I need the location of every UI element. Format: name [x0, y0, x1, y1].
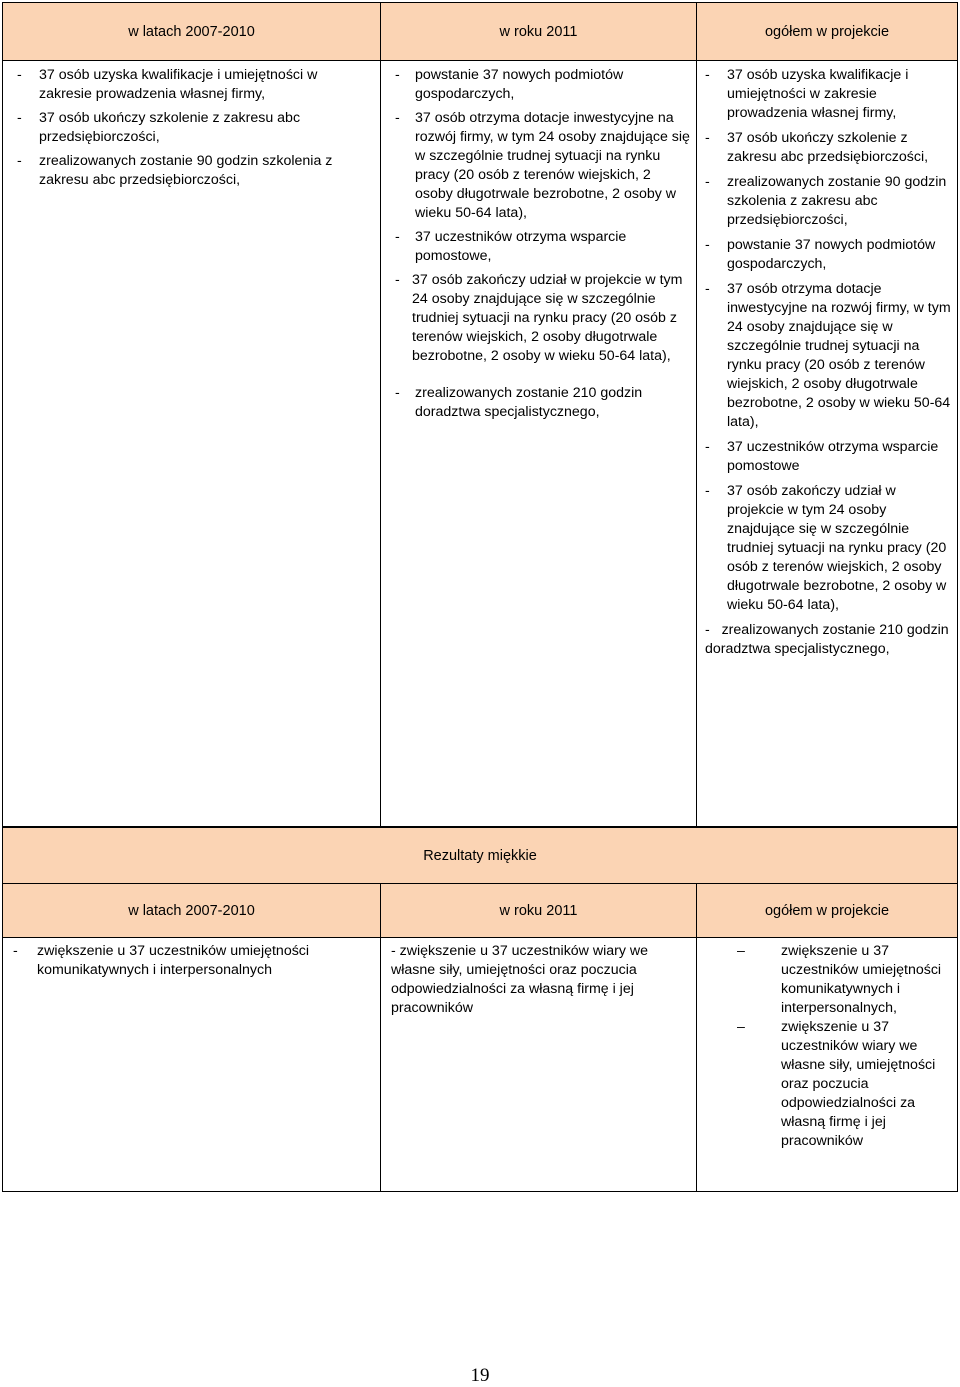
cell-2011: [381, 938, 697, 1192]
list-item: - powstanie 37 nowych podmiotów gospodarczych,: [395, 67, 624, 102]
list-item: - 37 osób uzyska kwalifikacje i umiejętności w zakresie prowadzenia własnej firmy,: [17, 67, 318, 102]
header-total: ogółem w projekcie: [697, 3, 958, 61]
long-dash-bullet: –: [737, 943, 745, 959]
cell-2011: [381, 61, 697, 827]
list-total: [697, 938, 957, 1151]
dash-bullet: -: [395, 385, 400, 401]
results-table-hard: [2, 2, 958, 827]
list-item: – zwiększenie u 37 uczestników umiejętności komunikatywnych i interpersonalnych,: [737, 943, 942, 1016]
list-item: - 37 osób otrzyma dotacje inwestycyjne na rozwój firmy, w tym 24 osoby znajdujące się w szczególnie trudnej sytuacji na rynku pracy (20 osób z terenów wiejskich, 2 osoby długotrwale bezrobotne, 2 osoby w wieku 50-64 lata),: [395, 110, 690, 221]
list-item: - 37 osób ukończy szkolenie z zakresu abc przedsiębiorczości,: [705, 130, 929, 165]
list-item: - 37 osób zakończy udział w projekcie w tym 24 osoby znajdujące się w szczególnie trudniej sytuacji na rynku pracy (20 osób z terenów wiejskich, 2 osoby długotrwale bezrobotne, 2 osoby w wieku 50-64 lata),: [395, 272, 683, 364]
dash-bullet: -: [705, 67, 710, 83]
soft-result-text: - zwiększenie u 37 uczestników wiary we własne siły, umiejętności oraz poczucia odpowiedzialności za własną firmę i jej pracowników: [391, 943, 649, 1016]
list-item: - powstanie 37 nowych podmiotów gospodarczych,: [705, 237, 936, 272]
list-item: - 37 uczestników otrzyma wsparcie pomostowe,: [395, 229, 627, 264]
dash-bullet: -: [705, 622, 710, 638]
header-2007-2010: w latach 2007-2010: [3, 884, 381, 938]
header-2011: w roku 2011: [381, 884, 697, 938]
list-item: - 37 osób otrzyma dotacje inwestycyjne na rozwój firmy, w tym 24 osoby znajdujące się w szczególnie trudnej sytuacji na rynku pracy (20 osób z terenów wiejskich, 2 osoby długotrwale bezrobotne, 2 osoby w wieku 50-64 lata),: [705, 281, 951, 430]
data-row: [3, 938, 958, 1192]
dash-bullet: -: [17, 110, 22, 126]
data-row: [3, 61, 958, 827]
page-number: 19: [470, 1365, 490, 1386]
list-item: - 37 osób ukończy szkolenie z zakresu abc przedsiębiorczości,: [17, 110, 301, 145]
list-item: - 37 osób zakończy udział w projekcie w tym 24 osoby znajdujące się w szczególnie trudniej sytuacji na rynku pracy (20 osób z terenów wiejskich, 2 osoby długotrwale bezrobotne, 2 osoby w wieku 50-64 lata),: [705, 483, 947, 613]
dash-bullet: -: [395, 110, 400, 126]
long-dash-bullet: –: [737, 1019, 745, 1035]
list-item: - zwiększenie u 37 uczestników umiejętności komunikatywnych i interpersonalnych: [13, 943, 310, 978]
cell-total: [697, 938, 958, 1192]
title-row: [3, 828, 958, 884]
dash-bullet: -: [705, 439, 710, 455]
header-2011: w roku 2011: [381, 3, 697, 61]
dash-bullet: -: [17, 153, 22, 169]
section-title: Rezultaty miękkie: [3, 828, 958, 884]
dash-bullet: -: [705, 174, 710, 190]
dash-bullet: -: [705, 130, 710, 146]
header-total: ogółem w projekcie: [697, 884, 958, 938]
list-item: - zrealizowanych zostanie 90 godzin szkolenia z zakresu abc przedsiębiorczości,: [17, 153, 333, 188]
dash-bullet: -: [13, 943, 18, 959]
list-item: – zwiększenie u 37 uczestników wiary we własne siły, umiejętności oraz poczucia odpowiedzialności za własną firmę i jej pracowników: [737, 1019, 936, 1149]
results-table-soft: [2, 827, 958, 1192]
list-2007-2010: [3, 938, 380, 980]
dash-bullet: -: [705, 237, 710, 253]
list-2011: [381, 61, 696, 422]
list-2007-2010: [3, 61, 380, 190]
header-row: [3, 3, 958, 61]
dash-bullet: -: [395, 229, 400, 245]
header-row: [3, 884, 958, 938]
dash-bullet: -: [17, 67, 22, 83]
list-item: - zrealizowanych zostanie 210 godzin doradztwa specjalistycznego,: [395, 385, 643, 420]
list-item: - zrealizowanych zostanie 90 godzin szkolenia z zakresu abc przedsiębiorczości,: [705, 174, 947, 228]
cell-2007-2010: [3, 938, 381, 1192]
dash-bullet: -: [705, 483, 710, 499]
cell-2007-2010: [3, 61, 381, 827]
dash-bullet: -: [395, 67, 400, 83]
list-total: [697, 61, 957, 659]
header-2007-2010: w latach 2007-2010: [3, 3, 381, 61]
list-item: - 37 osób uzyska kwalifikacje i umiejętności w zakresie prowadzenia własnej firmy,: [705, 67, 909, 121]
list-item: - zrealizowanych zostanie 210 godzin doradztwa specjalistycznego,: [705, 622, 949, 657]
list-item: - 37 uczestników otrzyma wsparcie pomostowe: [705, 439, 939, 474]
dash-bullet: -: [705, 281, 710, 297]
cell-total: [697, 61, 958, 827]
dash-bullet: -: [395, 272, 400, 288]
